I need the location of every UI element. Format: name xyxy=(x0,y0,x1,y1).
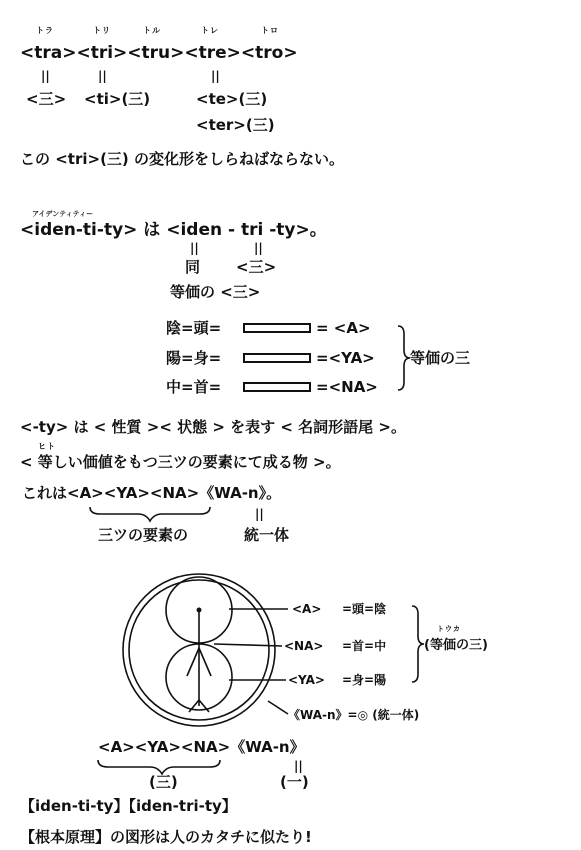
diagram-tag-a: <A> xyxy=(292,602,322,616)
diagram-rest-na: =首=中 xyxy=(342,639,387,653)
ruby-tru: トル xyxy=(143,26,161,35)
three-elements-line: < 等しい価値をもつ三ツの要素にて成る物 >。 xyxy=(20,453,341,471)
underbrace-three-elements xyxy=(90,507,210,521)
under-unity: 統一体 xyxy=(244,526,290,544)
bottom-three: (三) xyxy=(149,773,178,791)
row-label-yin-head: 陰=頭= xyxy=(166,319,222,337)
row-value-a: = <A> xyxy=(316,319,371,337)
row-value-ya: =<YA> xyxy=(316,349,375,367)
ty-suffix-line: <-ty> は < 性質 >< 状態 > を表す < 名詞形語尾 >。 xyxy=(20,418,406,436)
equals-mark: || xyxy=(98,69,107,83)
diagram-tag-ya: <YA> xyxy=(288,673,325,687)
under-tra: <三> xyxy=(26,90,67,108)
kore-wa-line: これは<A><YA><NA>《WA-n》。 xyxy=(22,484,282,502)
principle-line: 【根本原理】の図形は人のカタチに似たり! xyxy=(20,828,312,846)
pointer-wan xyxy=(268,701,288,714)
bottom-a-ya-na-wan: <A><YA><NA>《WA-n》 xyxy=(98,738,305,756)
three-bracket: <三> xyxy=(236,258,277,276)
tra-tri-tru-tre-tro: <tra><tri><tru><tre><tro> xyxy=(20,43,298,63)
equals-mark: || xyxy=(41,69,50,83)
row-label-middle-neck: 中=首= xyxy=(166,378,222,396)
equals-mark: || xyxy=(255,507,264,521)
diagram-wan-label: 《WA-n》=◎ (統一体) xyxy=(288,708,420,722)
figure-arm-right xyxy=(199,648,211,676)
same-kanji: 同 xyxy=(185,258,201,276)
diagram-rest-a: =頭=陰 xyxy=(342,602,387,616)
ruby-tre: トレ xyxy=(201,26,219,35)
ruby-hito: ヒト xyxy=(38,442,56,451)
ruby-tra: トラ xyxy=(36,26,54,35)
brace-label-equivalent-three: 等価の三 xyxy=(410,349,471,367)
ruby-touka: トウカ xyxy=(437,625,461,633)
row-label-yang-body: 陽=身= xyxy=(166,349,222,367)
identity-line: <iden-ti-ty> は <iden - tri -ty>。 xyxy=(20,220,327,240)
brace-equivalent-three xyxy=(398,326,410,390)
diagram-brace-label: (等価の三) xyxy=(424,638,488,653)
equals-mark: || xyxy=(254,241,263,255)
underbrace-bottom xyxy=(98,760,220,774)
diagram-rest-ya: =身=陽 xyxy=(342,673,387,687)
brace-diagram xyxy=(412,606,424,682)
ruby-tro: トロ xyxy=(261,26,279,35)
equals-mark: || xyxy=(211,69,220,83)
identity-brackets: 【iden-ti-ty】【iden-tri-ty】 xyxy=(20,797,237,815)
equals-mark: || xyxy=(190,241,199,255)
figure-arm-left xyxy=(187,648,199,676)
pointer-na xyxy=(214,644,282,646)
equivalent-three-line: 等価の <三> xyxy=(170,283,261,301)
equals-mark: || xyxy=(294,759,303,773)
sentence-tri-variant: この <tri>(三) の変化形をしらねばならない。 xyxy=(20,150,345,168)
under-three-elements: 三ツの要素の xyxy=(98,526,189,544)
bottom-one: (一) xyxy=(280,773,309,791)
under-tre-te: <te>(三) xyxy=(196,90,268,108)
row-value-na: =<NA> xyxy=(316,378,378,396)
diagram-tag-na: <NA> xyxy=(284,639,324,653)
ruby-tri: トリ xyxy=(93,26,111,35)
ruby-identity: アイデンティティー xyxy=(32,210,94,218)
under-tre-ter: <ter>(三) xyxy=(196,116,275,134)
under-tri: <ti>(三) xyxy=(84,90,151,108)
